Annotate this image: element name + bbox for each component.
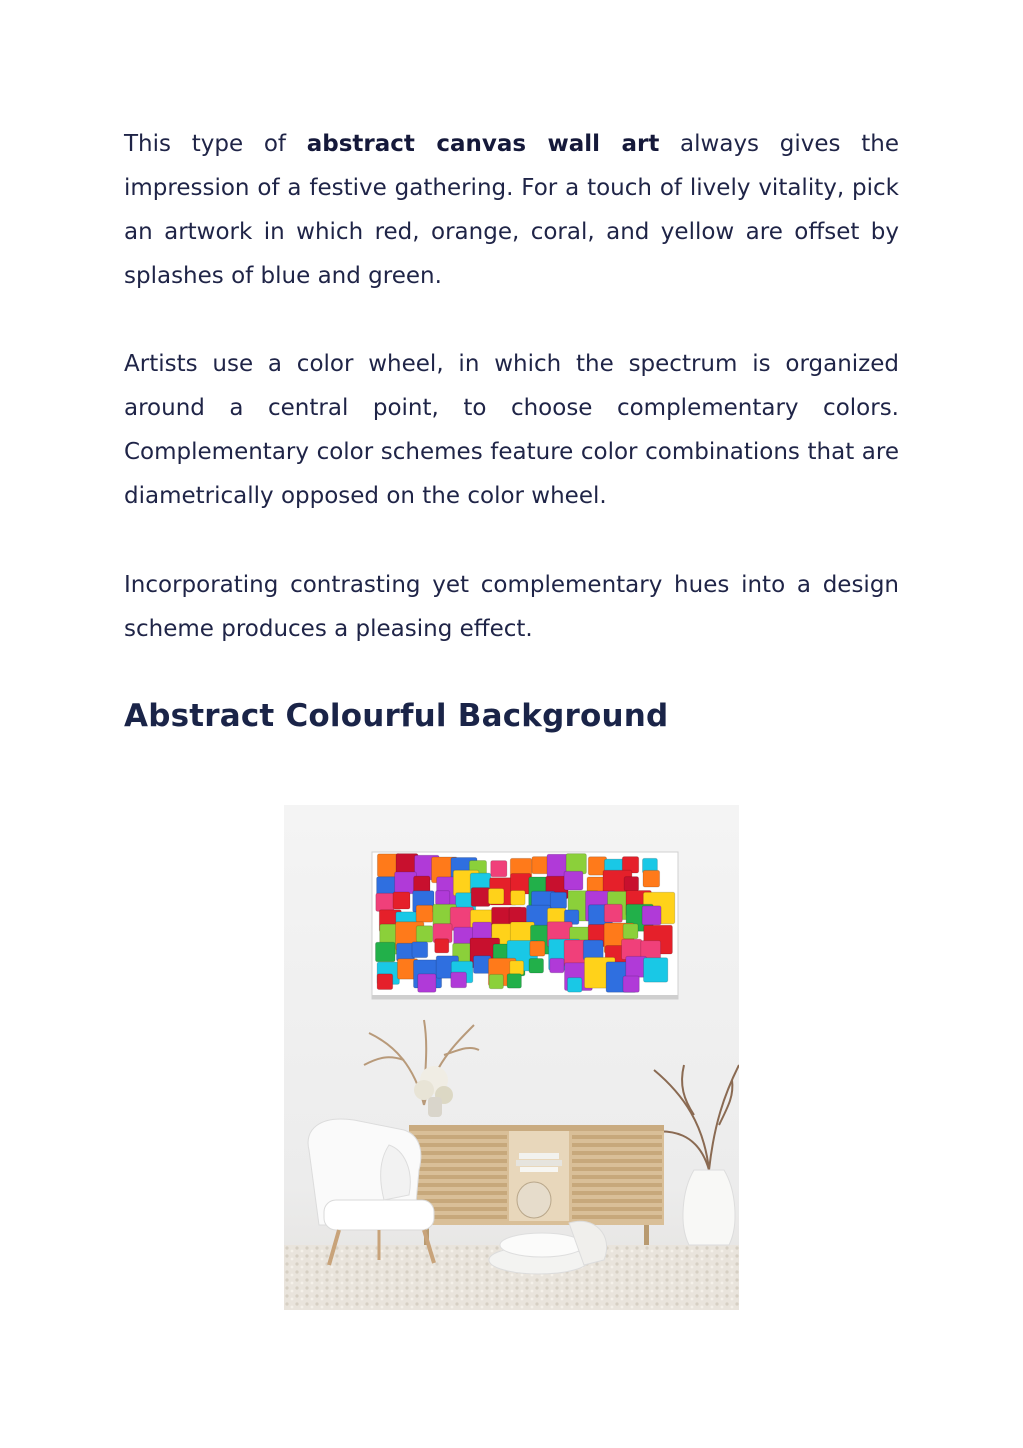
canvas-cube	[550, 958, 564, 972]
paragraph-color-wheel: Artists use a color wheel, in which the spectrum is organized around a central point, to choose complementary colors. Complementary color schemes feature color combinations that are diametrically opposed on the color wheel.	[124, 351, 899, 509]
canvas-cube	[604, 904, 622, 922]
canvas-cube	[416, 926, 432, 942]
canvas-cube	[489, 974, 503, 988]
canvas-cube	[507, 974, 521, 988]
canvas-cube	[529, 959, 544, 974]
canvas-cube	[532, 857, 549, 874]
sideboard-slat	[572, 1183, 662, 1187]
canvas-cube	[643, 870, 660, 887]
canvas-cube	[567, 978, 582, 993]
canvas-cube	[471, 888, 490, 907]
canvas-cube	[530, 941, 545, 956]
canvas-cube	[376, 942, 396, 962]
canvas-cube	[412, 942, 428, 958]
canvas-cube	[564, 871, 583, 890]
paragraph-abstract-canvas	[124, 122, 899, 298]
section-heading: Abstract Colourful Background	[124, 698, 669, 734]
sideboard-slat	[412, 1159, 507, 1163]
sideboard-slat	[412, 1135, 507, 1139]
sideboard-slat	[412, 1151, 507, 1155]
canvas-cube	[376, 893, 394, 911]
bold-link-text: abstract canvas wall art	[306, 131, 660, 157]
canvas-cube	[624, 877, 638, 891]
paragraph-text: always gives the impression of a festive gathering. For a touch of lively vitality, pick an artwork in which red, orange, coral, and yellow are offset by splashes of blue and green.	[124, 131, 899, 289]
sideboard-slat	[572, 1175, 662, 1179]
canvas-cube	[491, 861, 507, 877]
sideboard-slat	[412, 1143, 507, 1147]
canvas-cube	[642, 906, 661, 925]
room-interior-photo	[284, 805, 739, 1310]
sideboard-slat	[572, 1151, 662, 1155]
canvas-cube	[550, 892, 566, 908]
sideboard-slat	[572, 1215, 662, 1219]
sideboard-slat	[412, 1167, 507, 1171]
canvas-cube	[623, 924, 638, 939]
sideboard-slat	[572, 1167, 662, 1171]
sideboard-slat	[572, 1199, 662, 1203]
canvas-cube	[435, 939, 449, 953]
canvas-cube	[414, 876, 430, 892]
canvas-cube	[488, 889, 504, 905]
sideboard-slat	[572, 1207, 662, 1211]
canvas-cube	[418, 974, 436, 992]
sideboard-slat	[572, 1143, 662, 1147]
canvas-cube	[393, 892, 410, 909]
white-vase	[683, 1170, 735, 1245]
sideboard-slat	[572, 1135, 662, 1139]
canvas-cube	[511, 891, 525, 906]
sideboard-slat	[572, 1159, 662, 1163]
paragraph-complementary-hues: Incorporating contrasting yet complementary hues into a design scheme produces a pleasing effect.	[124, 572, 899, 642]
canvas-cube	[623, 976, 639, 992]
canvas-cube	[644, 958, 668, 982]
abstract-canvas-painting	[372, 852, 678, 999]
sideboard-slat	[572, 1191, 662, 1195]
canvas-cube	[510, 961, 524, 975]
canvas-cube	[451, 972, 467, 988]
sideboard-slat	[412, 1191, 507, 1195]
canvas-cube	[436, 891, 450, 905]
sideboard-slat	[412, 1183, 507, 1187]
sideboard-slat	[412, 1175, 507, 1179]
canvas-cube	[416, 905, 433, 922]
paragraph-text: This type of	[124, 131, 307, 157]
canvas-cube	[377, 974, 393, 990]
